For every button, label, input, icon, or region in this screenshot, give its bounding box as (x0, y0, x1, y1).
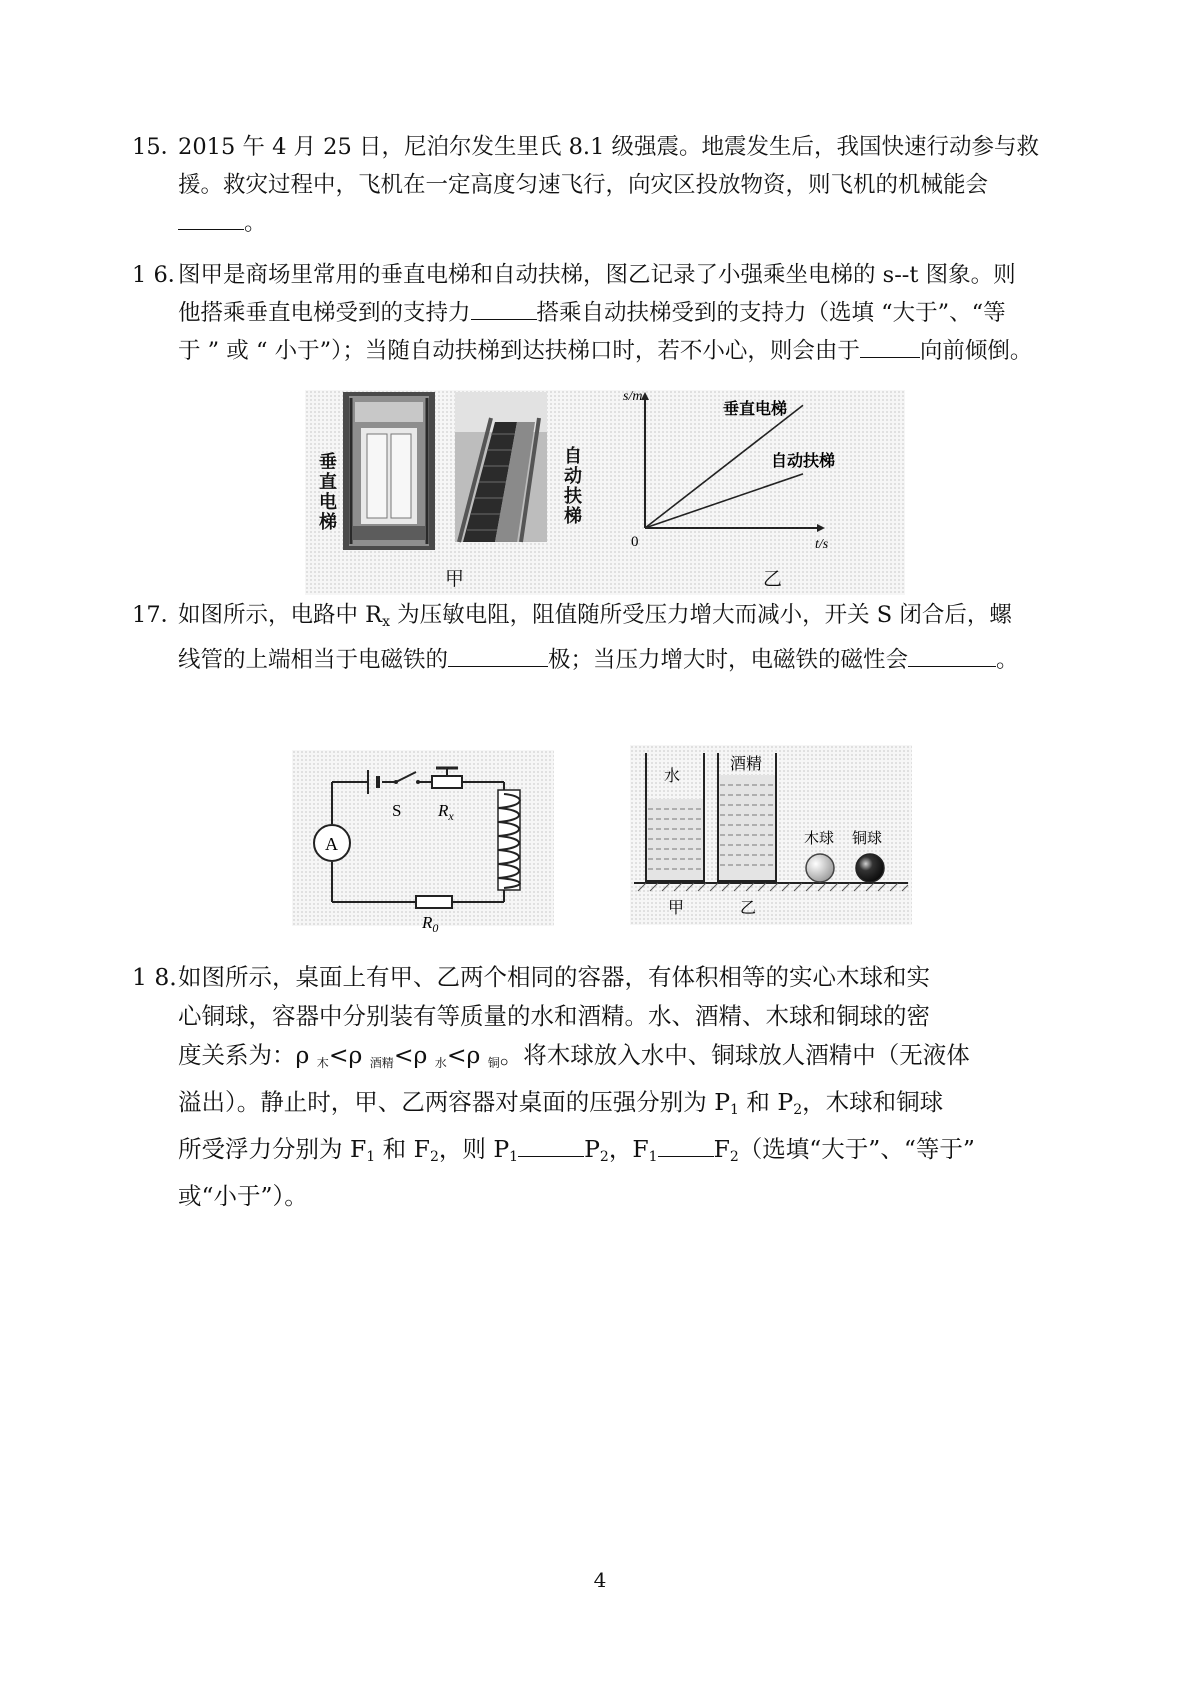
escalator-illustration (455, 392, 547, 542)
x-axis-arrow (817, 524, 825, 532)
series-line-escalator (645, 474, 803, 528)
question-text-line: 2015 午 4 月 25 日，尼泊尔发生里氏 8.1 级强震。地震发生后，我国快速行动参与救 (178, 134, 1040, 160)
punctuation: 。 (244, 210, 267, 236)
y-axis-label: s/m (623, 389, 643, 404)
ammeter-label: A (325, 834, 338, 854)
water-label: 水 (664, 766, 681, 785)
question-17 (132, 596, 1082, 679)
subscript: x (382, 614, 390, 630)
question-text-line (178, 294, 1082, 332)
page-number: 4 (593, 1568, 607, 1592)
series-label-vertical-elevator: 垂直电梯 (723, 399, 788, 418)
question-number: 1 8． (132, 963, 193, 991)
question-text-line (178, 204, 1082, 242)
elevator-photo (343, 392, 435, 550)
rx-label: $R_x$ (438, 801, 454, 823)
answer-blank[interactable] (860, 333, 920, 358)
question-text-line: 所受浮力分别为 $F_1$ 和 $F_2$，则 $P_1$ $P_2$，$F_1$ $F_2$（选填“大于”、“等于” (178, 1130, 1082, 1177)
question-text-line: 援。救灾过程中，飞机在一定高度匀速飞行，向灾区投放物资，则飞机的机械能会 (178, 172, 989, 198)
question-text-line: 溢出）。静止时，甲、乙两容器对桌面的压强分别为 $P_1$ 和 $P_2$，木球和铜球 (178, 1088, 944, 1118)
answer-blank[interactable] (471, 295, 537, 320)
circuit-figure (292, 750, 554, 935)
punctuation: 。 (996, 647, 1019, 673)
question-text-line (178, 641, 1082, 679)
question-15 (132, 128, 1082, 242)
text-segment: 于 ” 或 “ 小于”）；当随自动扶梯到达扶梯口时，若不小心，则会由于 (178, 338, 860, 364)
s-t-graph (623, 390, 893, 590)
r0-label: $R_0$ (422, 913, 439, 935)
copper-ball (856, 854, 884, 882)
text-segment: 搭乘自动扶梯受到的支持力（选填 “大于”、“等 (536, 300, 1006, 326)
question-number: 17． (132, 602, 184, 628)
text-segment: 为压敏电阻，阻值随所受压力增大而减小，开关 S 闭合后，螺 (390, 602, 1012, 628)
alcohol-label: 酒精 (730, 754, 763, 773)
copper-ball-label: 铜球 (852, 829, 883, 847)
answer-blank[interactable] (448, 642, 548, 667)
escalator-label: 自动扶梯 (561, 446, 582, 526)
answer-blank[interactable] (178, 205, 244, 230)
switch-label: S (392, 801, 402, 820)
elevator-illustration (343, 392, 435, 550)
series-label-escalator: 自动扶梯 (771, 451, 836, 470)
question-text-line: 或“小于”）。 (178, 1182, 308, 1210)
caption-yi: 乙 (740, 898, 757, 917)
question-18 (132, 958, 1082, 1216)
containers-diagram (630, 745, 912, 925)
elevator-label: 垂直电梯 (316, 452, 337, 532)
question-number: 15． (132, 134, 184, 160)
question-text-line (178, 332, 1082, 370)
answer-blank[interactable] (658, 1132, 714, 1157)
text-segment: 线管的上端相当于电磁铁的 (178, 647, 449, 673)
question-text-line: 图甲是商场里常用的垂直电梯和自动扶梯，图乙记录了小强乘坐电梯的 s--t 图象。则 (178, 262, 1016, 288)
question-text-line (178, 596, 1082, 641)
escalator-photo (455, 392, 547, 542)
question-text-line: 如图所示，桌面上有甲、乙两个相同的容器，有体积相等的实心木球和实 (178, 963, 930, 991)
text-segment: 极；当压力增大时，电磁铁的磁性会 (548, 647, 909, 673)
x-axis-label: t/s (815, 537, 829, 552)
origin-label: 0 (631, 534, 639, 550)
caption-yi: 乙 (763, 568, 783, 590)
question-number: 1 6． (132, 262, 191, 288)
figure-16 (305, 390, 905, 595)
question-text-line: 心铜球，容器中分别装有等质量的水和酒精。水、酒精、木球和铜球的密 (178, 1002, 930, 1030)
caption-jia: 甲 (445, 568, 465, 590)
wood-ball-label: 木球 (804, 829, 835, 847)
question-text-line: 度关系为：ρ $_木$<ρ $_{酒精}$<ρ $_水$<ρ $_铜$。将木球放入水中、铜球放人酒精中（无液体 (178, 1041, 970, 1070)
text-segment: 向前倾倒。 (919, 338, 1033, 364)
text-segment: 如图所示，电路中 R (178, 602, 383, 628)
containers-figure (630, 745, 912, 925)
answer-blank[interactable] (518, 1132, 584, 1157)
circuit-diagram (292, 750, 554, 935)
question-16 (132, 256, 1082, 370)
answer-blank[interactable] (908, 642, 996, 667)
wood-ball (806, 854, 834, 882)
text-segment: 他搭乘垂直电梯受到的支持力 (178, 300, 471, 326)
caption-jia: 甲 (668, 898, 685, 917)
